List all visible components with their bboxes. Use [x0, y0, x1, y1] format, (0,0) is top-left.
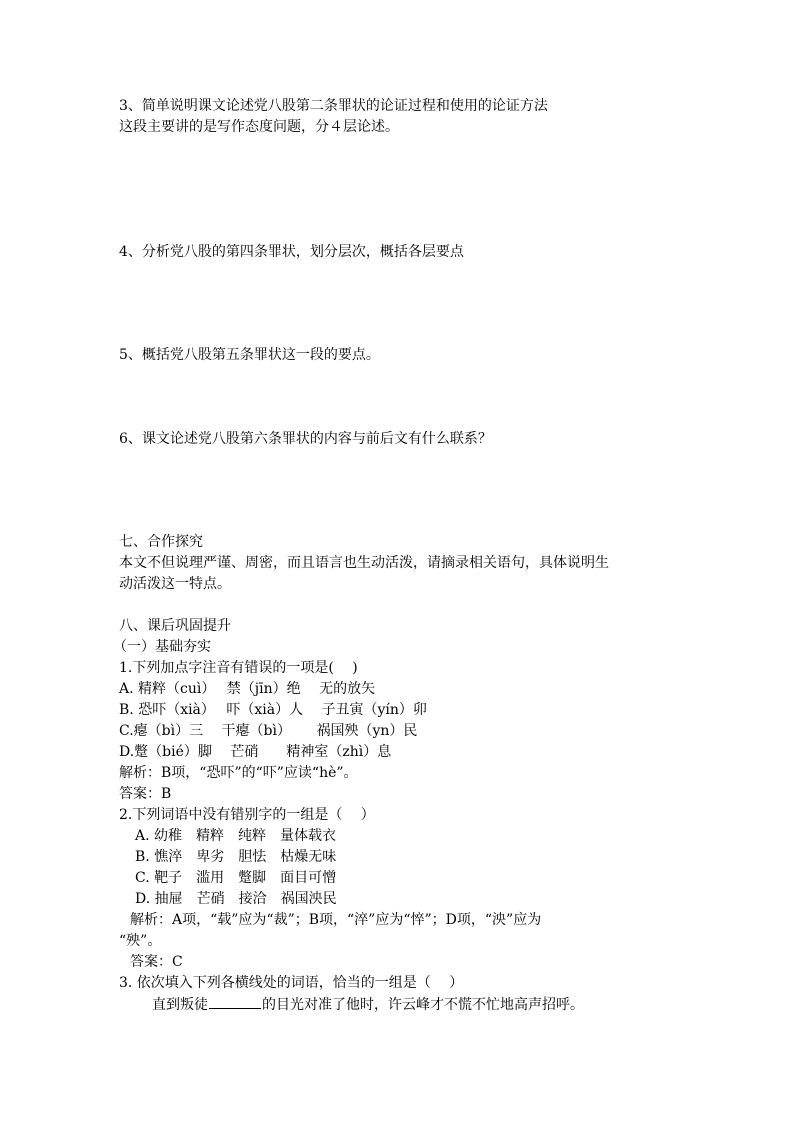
exercise-1-option-d: D.蹩（bié）脚 芒硝 精神室（zhì）息: [119, 744, 392, 760]
exercise-1-analysis: 解析：B项，“恐吓”的“吓”应读“hè”。: [119, 765, 358, 781]
sentence-1-prefix: 直到叛徒: [152, 997, 208, 1013]
section-8-title: 八、课后巩固提升: [119, 618, 231, 634]
section-7-title: 七、合作探究: [119, 534, 203, 550]
question-6-title: 6、课文论述党八股第六条罪状的内容与前后文有什么联系？: [119, 431, 492, 447]
section-7-text-line-2: 动活泼这一特点。: [119, 576, 231, 592]
exercise-1-option-b: B. 恐吓（xià） 吓（xià）人 子丑寅（yín）卯: [119, 702, 427, 718]
question-3-answer: 这段主要讲的是写作态度问题，分４层论述。: [119, 119, 399, 135]
section-8-subtitle: （一）基础夯实: [113, 639, 211, 655]
exercise-2-option-b: B. 憔淬 卑劣 胆怯 枯燥无味: [135, 849, 337, 865]
exercise-2-analysis-line-2: “殃”。: [119, 933, 162, 949]
exercise-2-question: 2.下列词语中没有错别字的一组是（ ）: [119, 807, 375, 823]
exercise-2-option-c: C. 靶子 滥用 蹩脚 面目可憎: [135, 870, 337, 886]
exercise-2-analysis-line-1: 解析：A项，“载”应为“裁”；B项，“淬”应为“悴”；D项，“泱”应为: [130, 912, 542, 928]
sentence-1-suffix: 的目光对准了他时，许云峰才不慌不忙地高声招呼。: [262, 997, 584, 1013]
exercise-1-option-a: A. 精粹（cuì） 禁（jīn）绝 无的放矢: [119, 681, 376, 697]
exercise-3-sentence-1: [152, 994, 584, 1015]
exercise-1-answer: 答案：B: [119, 786, 172, 802]
fill-in-blank-1: [209, 994, 261, 1009]
section-7-text-line-1: 本文不但说理严谨、周密，而且语言也生动活泼，请摘录相关语句，具体说明生: [119, 555, 609, 571]
exercise-2-answer: 答案：C: [130, 954, 183, 970]
exercise-1-option-c: C.瘪（bì）三 干瘪（bì） 祸国殃（yn）民: [119, 723, 418, 739]
exercise-1-question: 1.下列加点字注音有错误的一项是( ): [119, 660, 358, 676]
exercise-3-question: 3. 依次填入下列各横线处的词语，恰当的一组是（ ）: [119, 975, 464, 991]
exercise-2-option-a: A. 幼稚 精粹 纯粹 量体载衣: [135, 828, 337, 844]
question-5-title: 5、概括党八股第五条罪状这一段的要点。: [119, 347, 380, 363]
exercise-2-option-d: D. 抽屉 芒硝 接洽 祸国泱民: [135, 891, 337, 907]
question-3-title: 3、简单说明课文论述党八股第二条罪状的论证过程和使用的论证方法: [119, 98, 548, 114]
question-4-title: 4、分析党八股的第四条罪状，划分层次，概括各层要点: [119, 244, 464, 260]
